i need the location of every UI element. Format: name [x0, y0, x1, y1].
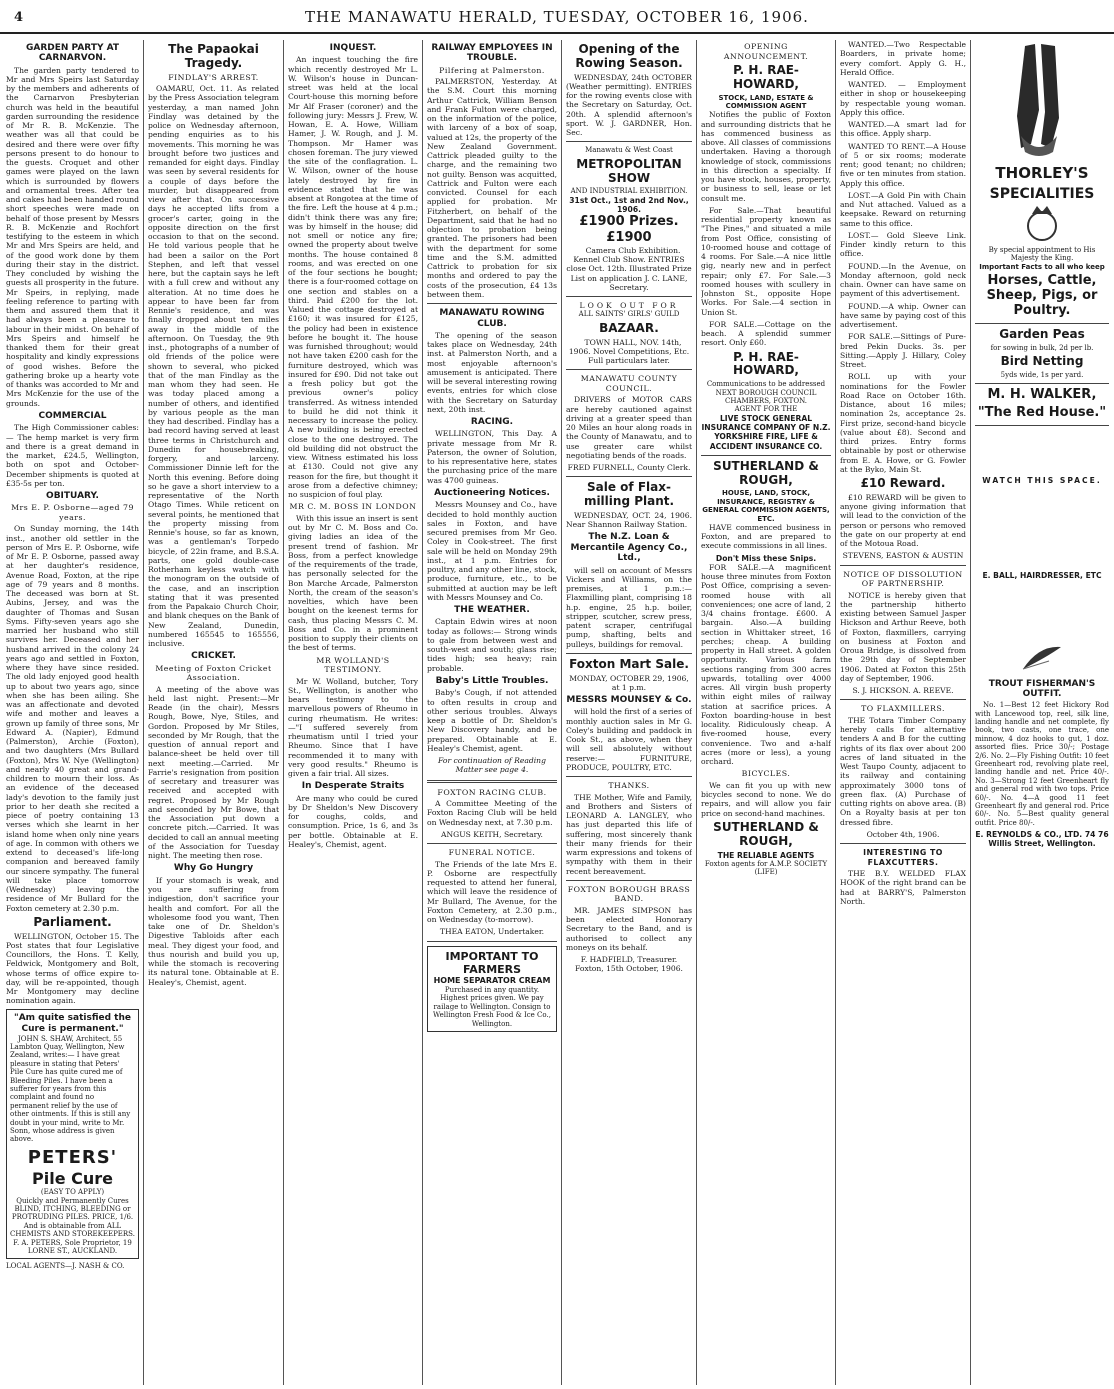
- headline-thanks: THANKS.: [608, 781, 650, 791]
- continuation-note: For continuation of Reading Matter see page 4.: [438, 756, 546, 775]
- column-rule: [970, 40, 971, 1385]
- headline-racing: RACING.: [470, 417, 514, 428]
- divider: [975, 323, 1109, 324]
- column-rule: [696, 40, 697, 1385]
- sutherland-rough-sales: FOR SALE.—A magnificent house three minutes from Foxton Post Office, comprising a seven-roomed house with all conveniences; one acre of land, 2 3/4 chains frontage. £600. A bargain. Also.—A building section in Whittaker street, 16 perches; cheap. A building property in Hall street. A golden opportunity. Various farm sections ranging from 300 acres upwards, totalling over 4000 acres. All virgin bush property within eight miles of railway station at sacrifice prices. A Foxton boarding-house in best locality. Ridiculously cheap. A five-roomed house, every convenience. Two and a-half acres (more or less), a young orchard.: [701, 562, 831, 767]
- show-prizes: £1900 Prizes. £1900: [579, 214, 679, 246]
- divider: [840, 699, 966, 700]
- agent-for: AGENT FOR THE: [734, 405, 798, 414]
- racing-club-signature: ANGUS KEITH, Secretary.: [441, 829, 543, 839]
- classified-lost-2: LOST.— Gold Sleeve Link. Finder kindly return to this office.: [840, 230, 966, 259]
- hoof-shape: [1017, 44, 1039, 148]
- column-rule: [422, 40, 423, 1385]
- headline-show: METROPOLITAN SHOW: [576, 156, 682, 185]
- notice-thanks: THE Mother, Wife and Family, and Brothers and Sisters of LEONARD A. LANGLEY, who has just departed this life of suffering, most sincerely thank their many friends for their warm expressions and tokens of sympathy with them in their recent bereavement.: [566, 792, 692, 876]
- divider: [427, 780, 557, 783]
- notice-flaxmillers: THE Totara Timber Company hereby calls for alternative tenders A and B for the cutting rights of its flax over about 200 acres of land situated in the West Taupo County, adjacent to its railway and containing approximately 3000 tons of green flax. (A) Purchase of cutting rights on above area. (B) On a Royalty basis at per ton dressed fibre.: [840, 715, 966, 827]
- article-railway: PALMERSTON, Yesterday. At the S.M. Court this morning Arthur Cattrick, William Benson and Frank Fulton were charged, on the information of the police, with larceny of a box of soap, valued at 12s, the property of the New Zealand Government. Cattrick pleaded guilty to the charge, and the remaining two not guilty. Benson was acquitted, Cattrick and Fulton were each convicted. Counsel for each applied for probation. Mr Fitzherbert, on behalf of the Department, said that he had no objection to probation being granted. The prisoners had been with the department for some time and the S.M. admitted Cattrick to probation for six months and ordered to pay the costs of the prosecution, £4 13s between them.: [427, 77, 557, 299]
- divider: [427, 843, 557, 844]
- classified-wanted-1: WANTED.—Two Respectable Boarders, in private home; every comfort. Apply G. H., Herald Office.: [840, 40, 966, 77]
- notice-nz-loan: will sell on account of Messrs Vickers and Williams, on the premises, at 1 p.m.:— Flaxmilling plant, comprising 18 h.p. engine, 25 h.p. boiler, stripper, scutcher, screw press, patent scraper, centrifugal pump, shafting, belts and pulleys, buildings for removal.: [566, 565, 692, 649]
- council-signature: FRED FURNELL, County Clerk.: [567, 463, 691, 473]
- headline-baby: Baby's Little Troubles.: [435, 675, 549, 686]
- notice-reward: £10 REWARD will be given to anyone giving information that will lead to the conviction of the person or persons who removed the gate on our property at end of the Motoua Road.: [840, 492, 966, 549]
- article-desperate: Are many who could be cured by Dr Sheldon's New Discovery for coughs, colds, and consumption. Price, 1s 6, and 3s per bottle. Obtainable at E. Healey's, Chemist, agent.: [288, 793, 418, 849]
- show-details: Camera Club Exhibition. Kennel Club Show. ENTRIES close Oct. 12th. Illustrated Prize List on application J. C. LANE, Secretary.: [566, 245, 692, 292]
- headline-inquest: INQUEST.: [329, 43, 377, 53]
- masthead: [0, 0, 1114, 34]
- column-7: [840, 40, 966, 1380]
- headline-reward: £10 Reward.: [860, 476, 946, 490]
- column-3: [288, 40, 418, 1380]
- divider: [840, 565, 966, 566]
- headline-sutherland-rough-2: SUTHERLAND & ROUGH,: [713, 819, 819, 848]
- notice-dissolution: NOTICE is hereby given that the partnership hitherto existing between Samuel Jasper Hickson and Arthur Reeve, both of Foxton, flaxmillers, carrying on business at Foxton and Oroua Bridge, is dissolved from the 29th day of September 1906. Dated at Foxton this 25th day of September, 1906.: [840, 590, 966, 683]
- column-6: [701, 40, 831, 1380]
- article-commercial: The High Commissioner cables:— The hemp market is very firm and there is a great demand in the market, £24.5, Wellington, both on spot and October-December shipments is quoted at £35-5s per ton.: [6, 423, 139, 488]
- agency-live-stock: LIVE STOCK GENERAL INSURANCE COMPANY OF N.Z.: [701, 413, 831, 433]
- headline-bicycles: BICYCLES.: [741, 769, 791, 779]
- article-inquest: An inquest touching the fire which recently destroyed Mr L. W. Wilson's house in Duncan-street was held at the local Court-house this morning before Mr Alf Fraser (coroner) and the following jury: Messrs J. Frew, W. Howan, E. A. Howe, William Hamer, J. W. Rough, and J. M. Thompson. Mr Hamer was chosen foreman. The jury viewed the site of the conflagration. L. W. Wilson, owner of the house lately destroyed by fire in evidence stated that he was absent at Rongotea at the time of the fire. Left the house at 4 p.m.; didn't think there was any fire; was by himself in the house; did not smell or notice any fire; owned the property about twelve months. The house contained 8 rooms, and was erected on one of the four sections he bought; there is a four-roomed cottage on one section and stables on a third. Paid £200 for the lot. Valued the cottage destroyed at £160; it was insured for £125, the policy had been in existence before he bought it. The house was furnished throughout; would not have taken £200 cash for the furniture destroyed, which was insured for £90. Did not take out a fresh policy but got the previous owner's policy transferred. As witness intended to build he did not think it necessary to increase the policy. A new building is being erected close to the one destroyed. The old building did not obstruct the view. Witness estimated his loss at £130. Could not give any reason for the fire, but thought it arose from a defective chimney; no suspicion of foul play.: [288, 55, 418, 500]
- reward-signature: STEVENS, EASTON & AUSTIN: [842, 551, 964, 561]
- reliable-agents: THE RELIABLE AGENTS: [717, 850, 815, 860]
- rae-howard-cottage: FOR SALE.—Cottage on the beach. A splendid summer resort. Only £60.: [701, 319, 831, 348]
- headline-wolland: MR WOLLAND'S TESTIMONY.: [316, 655, 390, 675]
- headline-weather: THE WEATHER.: [454, 605, 530, 616]
- mart-sale-date: MONDAY, OCTOBER 29, 1906, at 1 p.m.: [569, 673, 689, 692]
- subhead-obituary: Mrs E. P. Osborne—aged 79 years.: [11, 503, 134, 522]
- show-dates: 31st Oct., 1st and 2nd Nov., 1906.: [569, 195, 689, 214]
- headline-council: MANAWATU COUNTY COUNCIL.: [580, 374, 678, 393]
- hairdresser-notice: E. BALL, HAIRDRESSER, ETC: [982, 571, 1102, 581]
- headline-commercial: COMMERCIAL: [38, 410, 107, 421]
- classified-lost-1: LOST.—A Gold Pin with Chain and Nut attached. Valued as a keepsake. Reward on returning same to this office.: [840, 190, 966, 228]
- trout-outfits: No. 1—Best 12 feet Hickory Rod with Lancewood top, reel, silk line, landing handle and net complete, fly book, two casts, one trace, one minnow, 4 doz hooks to gut, 1 doz. assorted flies. Price 30/-; Postage 2/6. No. 2—Fly Fishing Outfit: 10 feet Greenheart rod, revolving plate reel, landing handle and net. Price 40/-. No. 3—Strong 12 feet Greenheart fly and general rod with two tops. Price 60/-. No. 4—A good 11 feet Greenheart fly and general rod. Price 60/-. No. 5—Best quality general outfit. Price 80/-.: [975, 701, 1109, 827]
- headline-walker: M. H. WALKER,: [987, 387, 1097, 403]
- funeral-signature: THEA EATON, Undertaker.: [439, 927, 545, 937]
- headline-bird-netting: Bird Netting: [1000, 354, 1084, 369]
- advert-product: Pile Cure: [32, 1168, 113, 1188]
- amp-society: Foxton agents for A.M.P. SOCIETY (LIFE): [704, 859, 828, 877]
- article-garden-party: The garden party tendered to Mr and Mrs Speirs last Saturday by the members and adherents of the Carnarvon Presbyterian church was held in the beautiful garden surrounding the residence of Mr R. B. McKenzie. The weather was all that could be desired and there were over fifty persons present to do honour to the guests. Croquet and other games were played on the lawn which is surrounded by flowers and ornamental trees. After tea and cakes had been handed round short speeches were made on behalf of those present by Messrs R. B. McKenzie and Rochfort testifying to the esteem in which Mr and Mrs Speirs are held, and of the good work done by them during their stay in the district. They concluded by wishing the guests all prosperity in the future. Mr Speirs, in replying, made feeling reference to parting with them and assured them that it had always been a pleasure to labour in their midst. On behalf of Mrs Speirs and himself he thanked them for their great hospitality and kindly expressions of good wishes. Before the gathering broke up a hearty vote of thanks was accorded to Mr and Mrs McKenzie for the use of the grounds.: [6, 65, 139, 408]
- headline-auction: Auctioneering Notices.: [434, 487, 550, 498]
- headline-bazaar: BAZAAR.: [599, 320, 659, 335]
- advert-brand: PETERS': [27, 1146, 118, 1168]
- article-papakai: OAMARU, Oct. 11. As related by the Press Association telegram yesterday, a man named John Findlay was detained by the police on Wednesday afternoon, pending enquiries as to his movements. This morning he was brought before two justices and remanded for eight days. Findlay was seen by several residents for a couple of days before the murder, but disappeared from view after that. On successive days he accepted lifts from a grocer's carter, going in the opposite direction on the first occasion to that on the second. He told various people that he had been a sailor on the Port Stephen, and left that vessel here, but the captain says he left with a full crew and without any alteration. At no time does he appear to have been far from Rennie's residence, and was finally dropped about ten miles away in the middle of the afternoon. On Tuesday, the 9th inst., photographs of a number of old friends of the police were shown to several, who picked that of the man Findlay as the man whom they had seen. He was today placed among a number of others, and identified by various people as the man they had described. Findlay has a bad record having served at least three terms in Christchurch and Dunedin for housebreaking, forgery, and larceny. Commissioner Dinnie left for the North this evening. Before doing so he gave a short interview to a representative of the North Otago Times. While reticent on several points, he mentioned that the property missing from Rennie's house, so far as known, was a gentleman's Torpedo bicycle, of 22in frame, and B.S.A. parts, one gold double-case Rotherham keyless watch with the monogram on the outside of the case, and an inscription stating that it was presented from the Papakaio Church Choir, and blank cheques on the Bank of New Zealand, Dunedin, numbered 165545 to 165556, inclusive.: [148, 84, 279, 649]
- classified-found-1: FOUND.—In the Avenue, on Monday afternoon, gold neck chain. Owner can have same on payment of this advertisement.: [840, 261, 966, 299]
- article-hungry: If your stomach is weak, and you are suffering from indigestion, don't sacrifice your health and comfort. For all the wholesome food you want, Then take one of Dr. Sheldon's Digestive Tabloids after each meal. They digest your food, and thus nourish and build you up, while the stomach is recovering its natural tone. Obtainable at E. Healey's, Chemist, agent.: [148, 875, 279, 987]
- headline-sutherland-rough: SUTHERLAND & ROUGH,: [713, 458, 819, 487]
- fishing-fly-icon: [1019, 641, 1065, 675]
- headline-rowing: MANAWATU ROWING CLUB.: [439, 308, 545, 329]
- headline-band: FOXTON BOROUGH BRASS BAND.: [567, 884, 691, 904]
- show-prefix: Manawatu & West Coast: [585, 146, 673, 155]
- notice-council: DRIVERS of MOTOR CARS are hereby cautioned against driving at a greater speed than 20 Miles an hour along roads in the County of Manawatu, and to use greater care whilst negotiating bends of the roads.: [566, 395, 692, 460]
- subhead-arrest: FINDLAY'S ARREST.: [168, 72, 259, 82]
- subhead-cricket: Meeting of Foxton Cricket Association.: [155, 663, 272, 683]
- notice-band: MR. JAMES SIMPSON has been elected Honorary Secretary to the Band, and is authorised to collect any moneys on its behalf.: [566, 905, 692, 952]
- notice-rae-howard: Notifies the public of Foxton and surrounding districts that he has commenced business as above. All classes of commissions undertaken. Having a thorough knowledge of stock, commissions in this direction a specialty. If you have stock, houses, property, or business to sell, lease or let consult me.: [701, 110, 831, 203]
- subhead-pilfering: Pilfering at Palmerston.: [439, 65, 545, 75]
- important-facts: Important Facts to all who keep: [979, 262, 1105, 271]
- headline-parliament: Parliament.: [33, 914, 112, 929]
- headline-funeral: FUNERAL NOTICE.: [448, 848, 536, 857]
- bazaar-guild: ALL SAINTS' GIRLS' GUILD: [578, 310, 680, 319]
- column-4: [427, 40, 557, 1380]
- divider: [566, 880, 692, 881]
- bird-netting-price: 5yds wide, 1s per yard.: [1000, 370, 1084, 379]
- headline-rowing-opening: Opening of the Rowing Season.: [575, 42, 683, 70]
- headline-railway: RAILWAY EMPLOYEES IN TROUBLE.: [431, 43, 553, 64]
- article-weather: Captain Edwin wires at noon today as follows:— Strong winds to gale from between west and south-west and south; glass rise; tides high; sea heavy; rain probable.: [427, 617, 557, 673]
- garden-peas-price: for sowing in bulk, 2d per lb.: [990, 343, 1094, 352]
- rae-howard-sales: For Sale.—That beautiful residential property known as "The Pines," and situated a mile from Post Office, consisting of 10-roomed house and cottage of 4 rooms. For Sale.—A nice little gig, nearly new and in perfect repair; only £7. For Sale.—3 roomed houses with scullery in Johnston St., opposite Hope Works. For Sale.—4 section in Union St.: [701, 205, 831, 317]
- headline-cricket: CRICKET.: [191, 651, 236, 662]
- divider: [975, 425, 1109, 426]
- classified-wanted-2: WANTED. — Employment either in shop or housekeeping by respectable young woman. Apply this office.: [840, 80, 966, 117]
- notice-racing-club: A Committee Meeting of the Foxton Racing Club will be held on Wednesday next, at 7.30 p.m.: [427, 799, 557, 827]
- rae-howard-role: STOCK, LAND, ESTATE & COMMISSION AGENT: [718, 93, 814, 110]
- advert-details: Quickly and Permanently Cures BLIND, ITCHING, BLEEDING or PROTRUDING PILES. PRICE, 1/6. And is obtainable from ALL CHEMISTS AND STOREKEEPERS. F. A. PETERS, Sole Proprietor, 19 LORNE ST., AUCKLAND.: [10, 1196, 135, 1255]
- divider: [427, 303, 557, 304]
- headline-racing-club: FOXTON RACING CLUB.: [437, 787, 547, 797]
- advert-subline: (EASY TO APPLY): [40, 1188, 105, 1197]
- divider: [840, 843, 966, 844]
- headline-garden-peas: Garden Peas: [999, 326, 1085, 341]
- dissolution-signature: S. J. HICKSON. A. REEVE.: [852, 686, 954, 696]
- headline-flax-sale: Sale of Flax-milling Plant.: [583, 480, 675, 509]
- advert-farmers-title: IMPORTANT TO FARMERS: [445, 949, 539, 976]
- headline-dissolution: NOTICE OF DISSOLUTION OF PARTNERSHIP.: [843, 569, 963, 589]
- column-8: [975, 40, 1109, 1380]
- article-cricket: A meeting of the above was held last night. Present:—Mr Reade (in the chair), Messrs Rough, Bowe, Nye, Stiles, and Gordon. Proposed by Mr Stiles, seconded by Mr Rough, that the question of annual report and balance-sheet be held over till next meeting.—Carried. Mr Farrie's resignation from position of secretary and treasurer was received and accepted with regret. Proposed by Mr Rough and seconded by Mr Bowe, that the Association put down a concrete pitch.—Carried. It was decided to call an annual meeting of the Association for Tuesday night. The meeting then rose.: [148, 684, 279, 861]
- local-agents: LOCAL AGENTS—J. NASH & CO.: [6, 1262, 125, 1271]
- bazaar-lookout: LOOK OUT FOR: [579, 301, 679, 311]
- headline-papakai: The Papaokai Tragedy.: [168, 42, 259, 70]
- agency-yorkshire: YORKSHIRE FIRE, LIFE & ACCIDENT INSURANCE CO.: [709, 432, 823, 451]
- classified-found-2: FOUND.—A whip. Owner can have same by paying cost of this advertisement.: [840, 301, 966, 329]
- headline-flaxcutters: INTERESTING TO FLAXCUTTERS.: [863, 848, 943, 867]
- column-rule: [143, 40, 144, 1385]
- headline-obituary: OBITUARY.: [46, 491, 99, 502]
- royal-crest-icon: [975, 204, 1109, 244]
- headline-hungry: Why Go Hungry: [173, 863, 254, 874]
- advert-farmers-body: Purchased in any quantity. Highest prices given. We pay railage to Wellington. Consign to Wellington Fresh Food & Ice Co., Wellington.: [433, 986, 551, 1028]
- advert-quote: "Am quite satisfied the Cure is permanent.": [14, 1012, 131, 1034]
- divider: [975, 383, 1109, 384]
- hoof-illustration: [975, 40, 1109, 160]
- headline-red-house: "The Red House.": [977, 405, 1107, 421]
- sutherland-rough-role: HOUSE, LAND, STOCK, INSURANCE, REGISTRY & GENERAL COMMISSION AGENTS, ETC.: [702, 489, 830, 523]
- snips-heading: Don't Miss these Snips.: [715, 553, 817, 563]
- bazaar-details: TOWN HALL, NOV. 14th, 1906. Novel Competitions, Etc. Full particulars later.: [568, 337, 690, 366]
- divider: [566, 776, 692, 777]
- advert-peters-pile-cure: [6, 1009, 139, 1260]
- flaxmillers-date: October 4th, 1906.: [866, 829, 940, 839]
- column-rule: [561, 40, 562, 1385]
- divider: [566, 296, 692, 297]
- headline-rae-howard-2: P. H. RAE-HOWARD,: [733, 349, 799, 378]
- divider: [566, 141, 692, 142]
- advert-farmers-subtitle: HOME SEPARATOR CREAM: [433, 976, 551, 986]
- divider: [701, 455, 831, 456]
- reynolds-address: E. REYNOLDS & CO., LTD. 74 76 Willis Street, Wellington.: [975, 830, 1109, 849]
- column-1: [6, 40, 139, 1380]
- hoof-shape: [1041, 44, 1059, 148]
- article-rowing: The opening of the season takes place on Wednesday, 24th inst. at Palmerston North, and a most enjoyable afternoon's amusement is anticipated. There will be several interesting rowing events, entries for which close with the Secretary on Saturday next, 20th inst.: [427, 330, 557, 414]
- classified-for-sale: FOR SALE.—Sittings of Pure-bred Pekin Ducks. 3s. per Sitting.—Apply J. Hillary, Coley Street.: [840, 332, 966, 369]
- divider: [566, 476, 692, 477]
- headline-garden-party: GARDEN PARTY AT CARNARVON.: [25, 43, 120, 64]
- article-parliament: WELLINGTON, October 15. The Post states that four Legislative Councillors, the Hons. T. Kelly, Feldwick, Montgomery and Bolt, whose terms of office expire to-day, will be re-appointed, though Mr Montgomery may decline nomination again.: [6, 931, 139, 1006]
- headline-rae-howard: P. H. RAE-HOWARD,: [733, 63, 799, 91]
- article-boss: With this issue an insert is sent out by Mr C. M. Boss and Co. giving ladies an idea of the present trend of fashion. Mr Boss, from a perfect knowledge of the requirements of the trade, has personally selected for the Bon Marche Arcade, Palmerston North, the cream of the season's novelties, which have been bought on the keenest terms for cash, thus placing Messrs C. M. Boss and Co. in a prominent position to supply their clients on the best of terms.: [288, 513, 418, 653]
- notice-mounsey: will hold the first of a series of monthly auction sales in Mr G. Coley's building and paddock in Cook St., as above, when they will sell absolutely without reserve:— FURNITURE, PRODUCE, POULTRY, ETC.: [566, 707, 692, 772]
- notice-sutherland-rough: HAVE commenced business in Foxton, and are prepared to execute commissions in all lines.: [701, 522, 831, 551]
- classified-wanted-3: WANTED.—A smart lad for this office. Apply sharp.: [840, 120, 966, 139]
- notice-rowing-opening: WEDNESDAY, 24th OCTOBER (Weather permitting). ENTRIES for the rowing events close with the Secretary on Saturday, Oct. 20th. A splendid afternoon's sport. W. J. GARDNER, Hon. Sec.: [566, 72, 692, 138]
- headline-flaxmillers: TO FLAXMILLERS.: [861, 704, 945, 714]
- notice-bicycles: We can fit you up with new bicycles second to none. We do repairs, and will allow you fair price on second-hand machines.: [701, 780, 831, 818]
- livestock-list: Horses, Cattle, Sheep, Pigs, or Poultry.: [986, 273, 1098, 318]
- divider: [427, 941, 557, 942]
- newspaper-title: THE MANAWATU HERALD, TUESDAY, OCTOBER 16, 1906.: [305, 8, 809, 26]
- headline-trout: TROUT FISHERMAN'S OUTFIT.: [988, 678, 1096, 699]
- article-wolland: Mr W. Wolland, butcher, Tory St., Wellington, is another who bears testimony to the marvellous powers of Rheumo in curing rheumatism. He writes:—"I suffered severely from rheumatism until I tried your Rheumo. Since that I have recommended it to many with very good results." Rheumo is given a fair trial. All sizes.: [288, 676, 418, 779]
- article-auction: Messrs Mounsey and Co., have decided to hold monthly auction sales in Foxton, and have secured premises from Mr Geo. Coley in Cook-street. The first sale will be held on Monday 29th inst., at 1 p.m. Entries for poultry, and any other line, stock, produce, furniture, etc., to be submitted at auction may be left with Messrs Mounsey and Co.: [427, 500, 557, 602]
- headline-specialities: SPECIALITIES: [989, 185, 1095, 202]
- headline-boss: MR C. M. BOSS IN LONDON: [289, 502, 417, 512]
- headline-desperate: In Desperate Straits: [301, 781, 405, 792]
- headline-announcement: OPENING ANNOUNCEMENT.: [723, 42, 809, 61]
- column-rule: [283, 40, 284, 1385]
- royal-appointment: By special appointment to His Majesty the King.: [988, 245, 1096, 263]
- page-number: 4: [14, 10, 24, 25]
- band-signature: F. HADFIELD, Treasurer. Foxton, 15th October, 1906.: [575, 955, 683, 974]
- headline-nz-loan: The N.Z. Loan & Mercantile Agency Co., Ltd.,: [570, 532, 688, 564]
- advert-farmers: [427, 946, 557, 1033]
- classified-roll-up: ROLL up with your nominations for the Fowler Road Race on October 16th. Distance, about 16 miles; nomination 2s, acceptance 2s. First prize, second-hand bicycle (value about £8). Second and third prizes. Entry forms obtainable by post or otherwise from E. A. Howe, or G. Fowler at the Byko, Main St.: [840, 372, 966, 474]
- column-2: [148, 40, 279, 1380]
- show-subtitle: AND INDUSTRIAL EXHIBITION.: [570, 187, 688, 196]
- rae-howard-address: Communications to be addressed NEXT BOROUGH COUNCIL CHAMBERS, FOXTON.: [706, 380, 826, 405]
- notice-flaxcutters: THE B.Y. WELDED FLAX HOOK of the right brand can be had at BARRY'S, Palmerston North.: [840, 869, 966, 906]
- article-racing: WELLINGTON, This Day. A private message from Mr R. Paterson, the owner of Solution, to his representative here, states the purchasing price of the mare was 4700 guineas.: [427, 429, 557, 485]
- notice-funeral: The Friends of the late Mrs E. P. Osborne are respectfully requested to attend her funeral, which will leave the residence of Mr Bullard, The Avenue, for the Foxton Cemetery, at 2.30 p.m., on Wednesday (to-morrow).: [427, 859, 557, 924]
- article-baby: Baby's Cough, if not attended to often results in croup and other serious troubles. Always keep a bottle of Dr. Sheldon's New Discovery handy, and be prepared. Obtainable at E. Healey's Chemist, agent.: [427, 688, 557, 753]
- flax-sale-date: WEDNESDAY, OCT. 24, 1906. Near Shannon Railway Station.: [566, 510, 692, 530]
- column-5: [566, 40, 692, 1380]
- advert-testimony: JOHN S. SHAW, Architect, 55 Lambton Quay, Wellington, New Zealand, writes:— I have great pleasure in stating that Peters' Pile Cure has quite cured me of Bleeding Piles. I have been a sufferer for years from this complaint and found no permanent relief by the use of other ointments. If this is still any doubt in your mind, write to Mr. Sonn, whose address is given above.: [10, 1034, 131, 1144]
- headline-mart-sale: Foxton Mart Sale.: [569, 656, 689, 671]
- divider: [566, 653, 692, 654]
- headline-thorley: THORLEY'S: [995, 164, 1089, 183]
- headline-mounsey: MESSRS MOUNSEY & Co.: [566, 695, 692, 706]
- column-rule: [835, 40, 836, 1385]
- divider: [566, 369, 692, 370]
- article-obituary: On Sunday morning, the 14th inst., another old settler in the person of Mrs E. P. Osborne, wife of Mr E. P. Osborne, passed away at her daughter's residence, Avenue Road, Foxton, at the ripe age of 79 years and 8 months. The deceased was born at St. Aubins, Jersey, and was the daughter of Thomas and Susan Syms. Fifty-seven years ago she married her husband who still survives her. Deceased and her husband arrived in the colony 24 years ago and settled in Foxton, where they have since resided. The old lady enjoyed good health up to about two years ago, since when she has been ailing. She was an affectionate and devoted wife and mother and leaves a grown up family of three sons, Mr Edward A. (Napier), Edmund (Palmerston), Archie (Foxton), and two daughters (Mrs Bullard (Foxton), Mrs W. Nye (Wellington) and nearly 40 great and grand-children to mourn their loss. As an evidence of the deceased lady's devotion to the family just prior to her death she recited a piece of poetry containing 13 verses which she learnt in her island home when only nine years of age. In common with others we extend to deceased's life-long companion and bereaved family our sincere sympathy. The funeral will take place tomorrow (Wednesday) leaving the residence of Mr Bullard for the Foxton cemetery at 2.30 p.m.: [6, 524, 139, 913]
- classified-wanted-4: WANTED TO RENT.—A House of 5 or six rooms; moderate rent; good tenant; no children; five or ten minutes from station. Apply this office.: [840, 141, 966, 188]
- watch-this-space: WATCH THIS SPACE.: [982, 476, 1102, 486]
